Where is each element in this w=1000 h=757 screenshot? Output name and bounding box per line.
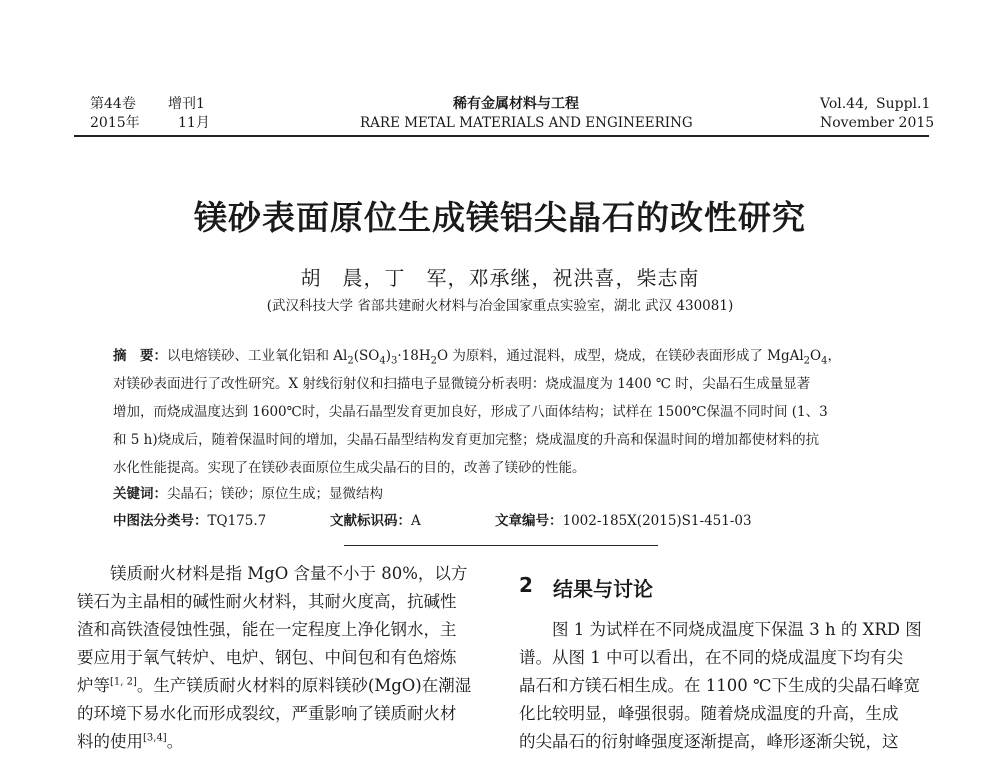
journal-year: 2015年	[90, 115, 140, 131]
journal-month: 11月	[178, 115, 210, 131]
date-en: November 2015	[820, 115, 935, 131]
section-number: 2	[519, 573, 533, 597]
author-list: 胡 晨，丁 军，邓承继，祝洪喜，柴志南	[300, 266, 700, 290]
body-right-line-5: 的尖晶石的衍射峰强度逐渐提高，峰形逐渐尖锐，这	[519, 732, 899, 751]
header-rule	[74, 135, 929, 137]
paper-title: 镁砂表面原位生成镁铝尖晶石的改性研究	[194, 198, 806, 237]
abstract-line-4: 和 5 h)烧成后，随着保温时间的增加，尖晶石晶型结构发育更加完整；烧成温度的升高和保温时间的增加都使材料的抗	[113, 432, 820, 448]
abstract-rule	[344, 545, 658, 546]
journal-supplement: 增刊1	[168, 96, 205, 112]
abstract-line-3: 增加，而烧成温度达到 1600℃时，尖晶石晶型发育更加良好，形成了八面体结构；试样在 1500℃保温不同时间 (1、3	[113, 404, 828, 420]
article-number: 文章编号：1002-185X(2015)S1-451-03	[495, 513, 752, 529]
citation-3-4: [3,4]	[143, 732, 167, 744]
document-code: 文献标识码：A	[330, 513, 421, 529]
journal-name-en: RARE METAL MATERIALS AND ENGINEERING	[360, 115, 693, 131]
keywords-label: 关键词：	[113, 486, 167, 502]
citation-1-2: [1, 2]	[110, 676, 137, 688]
body-right-line-1: 图 1 为试样在不同烧成温度下保温 3 h 的 XRD 图	[552, 620, 922, 639]
body-left-line-1: 镁质耐火材料是指 MgO 含量不小于 80%，以方	[110, 564, 468, 583]
keywords	[113, 480, 383, 508]
journal-name-cn: 稀有金属材料与工程	[453, 96, 579, 112]
body-left-line-2: 镁石为主晶相的碱性耐火材料，其耐火度高，抗碱性	[77, 592, 457, 611]
body-left-line-3: 渣和高铁渣侵蚀性强，能在一定程度上净化钢水，主	[77, 620, 457, 639]
abstract-line-2: 对镁砂表面进行了改性研究。X 射线衍射仪和扫描电子显微镜分析表明：烧成温度为 1400 ℃ 时，尖晶石生成量显著	[113, 376, 811, 392]
abstract-line-1: 摘 要：以电熔镁砂、工业氧化铝和 $Al_2(SO_4)_3\cdot 18H_2O$ 为原料，通过混料，成型，烧成，在镁砂表面形成了 $MgAl_2O_4$，	[113, 348, 841, 367]
body-right-line-3: 晶石和方镁石相生成。在 1100 ℃下生成的尖晶石峰宽	[519, 676, 920, 695]
body-left-line-7: 料的使用[3,4]。	[77, 732, 184, 751]
body-left-line-6: 的环境下易水化而形成裂纹，严重影响了镁质耐火材	[77, 704, 457, 723]
body-right-line-2: 谱。从图 1 中可以看出，在不同的烧成温度下均有尖	[519, 648, 903, 667]
section-title: 结果与讨论	[553, 577, 653, 601]
abstract-line-5: 水化性能提高。实现了在镁砂表面原位生成尖晶石的目的，改善了镁砂的性能。	[113, 460, 586, 476]
body-left-line-5: 炉等[1, 2]。生产镁质耐火材料的原料镁砂(MgO)在潮湿	[77, 676, 472, 695]
body-left-line-4: 要应用于氧气转炉、电炉、钢包、中间包和有色熔炼	[77, 648, 457, 667]
affiliation: (武汉科技大学 省部共建耐火材料与冶金国家重点实验室，湖北 武汉 430081)	[266, 298, 734, 314]
abstract-label: 摘 要：	[113, 348, 167, 364]
volume-en: Vol.44,	[820, 96, 869, 112]
keywords-text: 尖晶石；镁砂；原位生成；显微结构	[167, 486, 383, 502]
clc-number: 中图法分类号：TQ175.7	[113, 513, 267, 529]
suppl-en: Suppl.1	[876, 96, 931, 112]
journal-volume: 第44卷	[90, 96, 136, 112]
body-right-line-4: 化比较明显，峰强很弱。随着烧成温度的升高，生成	[519, 704, 899, 723]
